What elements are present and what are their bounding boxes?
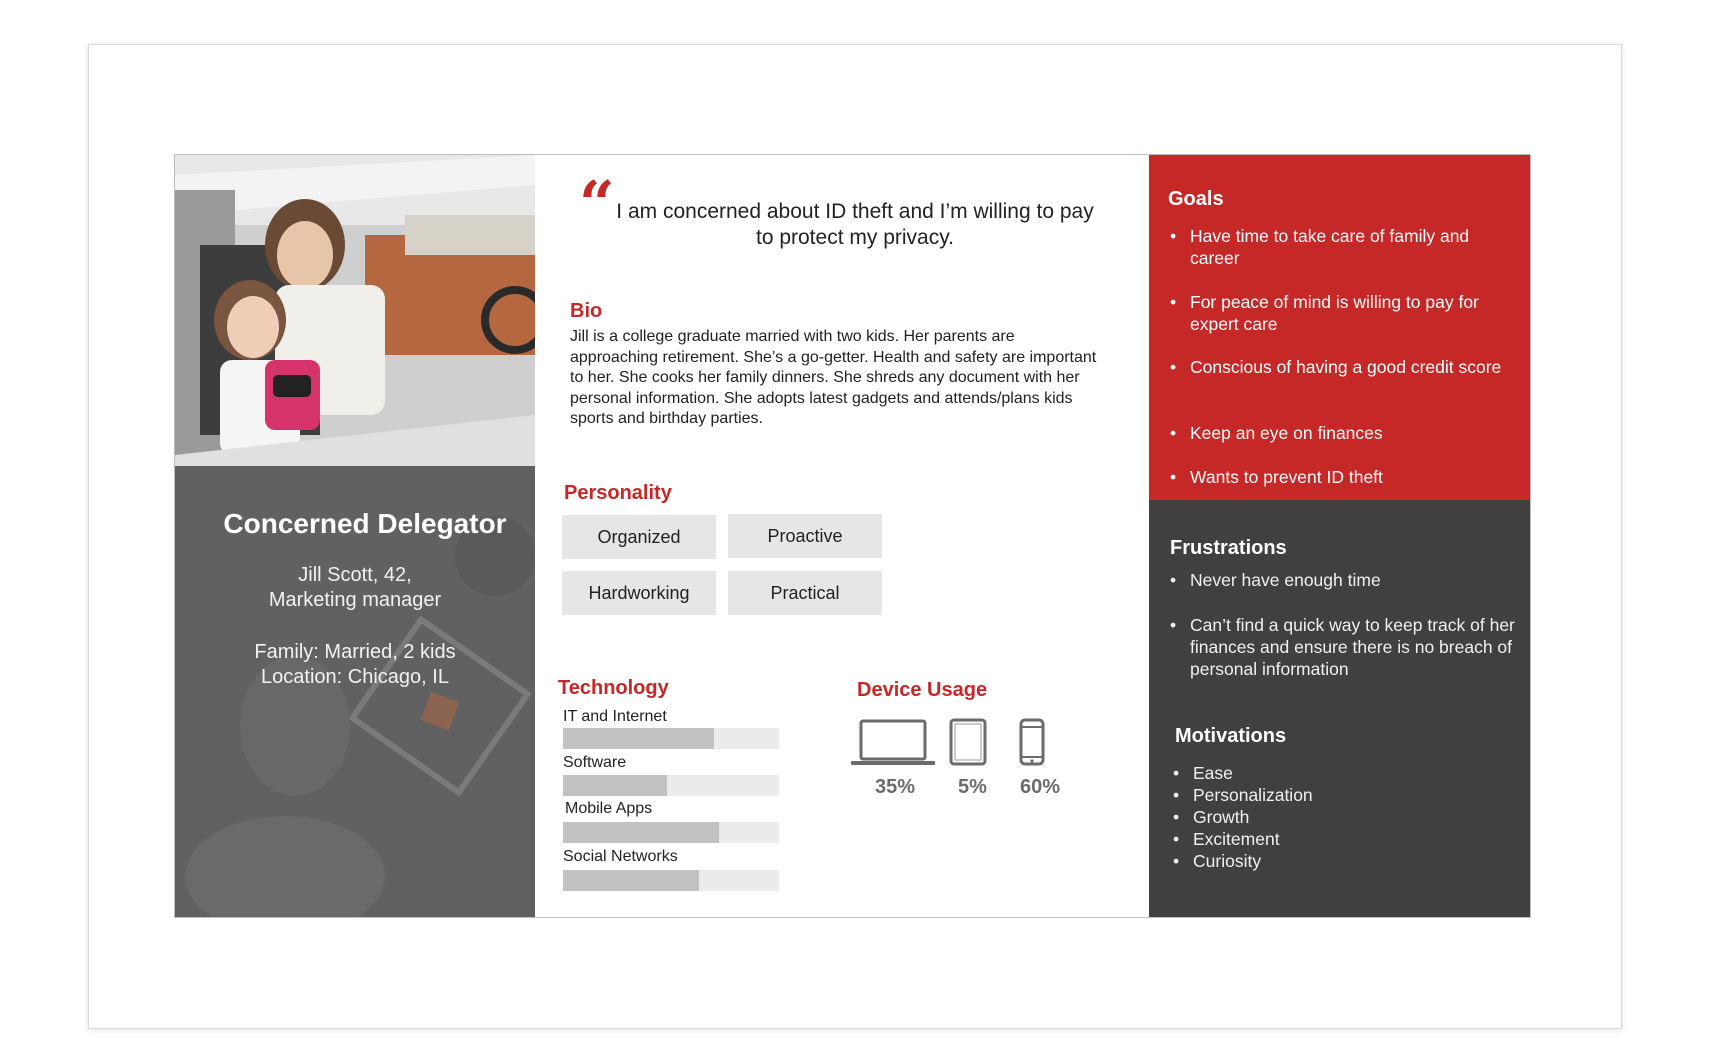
tablet-usage-percent: 5% [958, 776, 987, 798]
tech-label: Social Networks [563, 848, 678, 865]
tech-label: Mobile Apps [565, 800, 653, 817]
persona-quote: I am concerned about ID theft and I’m willing to pay to protect my privacy. [616, 200, 1094, 249]
motivation-item: • Curiosity [1173, 850, 1261, 872]
persona-location: Location: Chicago, IL [261, 666, 449, 688]
frustrations-heading: Frustrations [1170, 537, 1287, 559]
persona-family: Family: Married, 2 kids [254, 641, 456, 663]
motivation-item: • Ease [1173, 762, 1233, 784]
motivations-heading: Motivations [1175, 725, 1287, 747]
tech-label: Software [563, 754, 627, 771]
tech-bar-track [563, 870, 779, 891]
persona-summary-panel [175, 466, 535, 918]
persona-right-column [1149, 155, 1531, 918]
persona-name-age: Jill Scott, 42, [298, 564, 412, 586]
goal-item: • Have time to take care of family and career [1170, 225, 1520, 269]
persona-middle-column [535, 155, 1149, 918]
trait-tag: Proactive [728, 514, 882, 558]
tech-bar-track [563, 822, 779, 843]
persona-card [174, 154, 1531, 918]
phone-usage-percent: 60% [1020, 776, 1061, 798]
persona-left-column [175, 155, 535, 918]
persona-title: Concerned Delegator [223, 508, 507, 539]
laptop-icon [850, 719, 936, 767]
tech-bar-fill [563, 775, 667, 796]
goals-panel [1149, 155, 1531, 500]
tech-bar-fill [563, 728, 714, 749]
persona-photo [175, 155, 535, 466]
frustration-item: • Can’t find a quick way to keep track of her finances and ensure there is no breach of personal information [1170, 614, 1520, 680]
goals-heading: Goals [1168, 188, 1224, 210]
tech-bar-fill [563, 870, 699, 891]
motivation-item: • Personalization [1173, 784, 1313, 806]
goal-item: • Keep an eye on finances [1170, 422, 1520, 444]
device-usage-heading: Device Usage [857, 679, 988, 701]
frustrations-motivations-panel [1149, 500, 1531, 918]
bio-heading: Bio [570, 300, 603, 322]
trait-tag: Hardworking [562, 571, 716, 615]
goal-item: • Conscious of having a good credit score [1170, 356, 1520, 378]
motivation-item: • Growth [1173, 806, 1249, 828]
tablet-icon [949, 718, 987, 766]
personality-heading: Personality [564, 482, 672, 504]
tech-bar-track [563, 728, 779, 749]
goal-item: • For peace of mind is willing to pay for expert care [1170, 291, 1520, 335]
frustration-item: • Never have enough time [1170, 569, 1520, 591]
tech-bar-track [563, 775, 779, 796]
technology-heading: Technology [558, 677, 669, 699]
tech-label: IT and Internet [563, 708, 667, 725]
phone-icon [1019, 718, 1045, 766]
trait-tag: Organized [562, 515, 716, 559]
motivation-item: • Excitement [1173, 828, 1280, 850]
trait-tag: Practical [728, 571, 882, 615]
laptop-usage-percent: 35% [875, 776, 916, 798]
goal-item: • Wants to prevent ID theft [1170, 466, 1520, 488]
persona-occupation: Marketing manager [268, 589, 442, 611]
tech-bar-fill [563, 822, 719, 843]
bio-text: Jill is a college graduate married with two kids. Her parents are approaching retirement. She’s a go-getter. Health and safety are important to her. She cooks her family dinners. She shreds any document with her personal information. She adopts latest gadgets and attends/plans kids sports and birthday parties. [570, 328, 1097, 427]
quote-mark-icon: “ [579, 167, 615, 240]
